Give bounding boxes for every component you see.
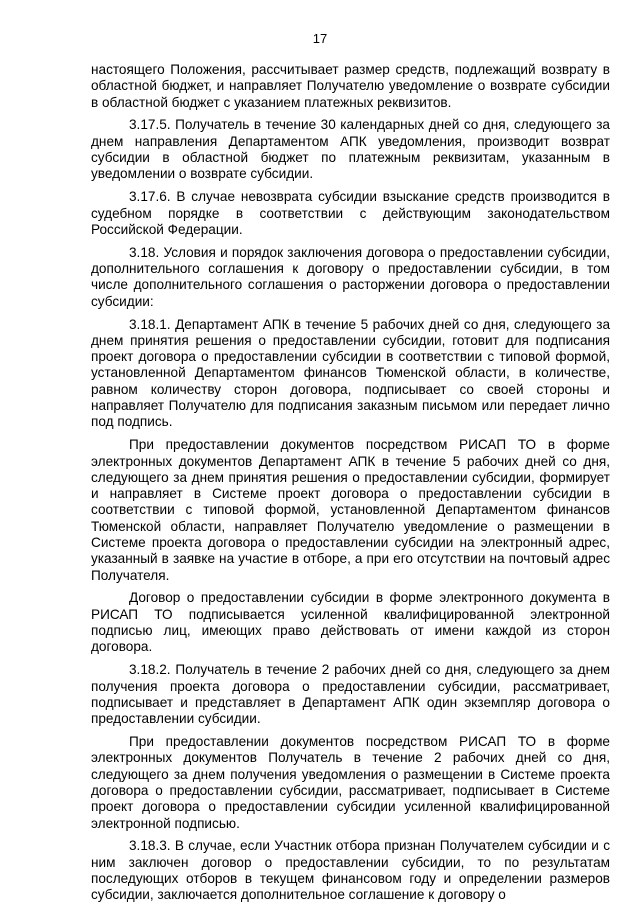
paragraph-risap-electronic-1: При предоставлении документов посредством РИСАП ТО в форме электронных документов Департамент АПК в течение 5 рабочих дней со дня, следующего за днем принятия решения о предоставлении субсидии, формирует и направляет в Системе проект договора о предоставлении субсидии в соответствии с типовой формой, установленной Департаментом финансов Тюменской области, направляет Получателю уведомление о размещении в Системе проекта договора о предоставлении субсидии на электронный адрес, указанный в заявке на участие в отборе, а при его отсутствии на почтовый адрес Получателя. (91, 437, 610, 583)
paragraph-electronic-signature: Договор о предоставлении субсидии в форме электронного документа в РИСАП ТО подписывается усиленной квалифицированной электронной подписью лиц, имеющих право действовать от имени каждой из сторон договора. (91, 590, 610, 655)
paragraph-3-17-5: 3.17.5. Получатель в течение 30 календарных дней со дня, следующего за днем направления Департаментом АПК уведомления, производит возврат субсидии в областной бюджет по платежным реквизитам, указанным в уведомлении о возврате субсидии. (91, 117, 610, 182)
paragraph-3-17-6: 3.17.6. В случае невозврата субсидии взыскание средств производится в судебном порядке в соответствии с действующим законодательством Российской Федерации. (91, 189, 610, 237)
page-number: 17 (312, 31, 328, 46)
paragraph-continuation: настоящего Положения, рассчитывает размер средств, подлежащий возврату в областной бюджет, и направляет Получателю уведомление о возврате субсидии в областной бюджет с указанием платежных реквизитов. (91, 62, 610, 110)
paragraph-3-18-3: 3.18.3. В случае, если Участник отбора признан Получателем субсидии и с ним заключен договор о предоставлении субсидии, то по результатам последующих отборов в текущем финансовом году и определении размеров субсидии, заключается дополнительное соглашение к договору о (91, 838, 610, 903)
document-body (91, 62, 610, 910)
paragraph-3-18-1: 3.18.1. Департамент АПК в течение 5 рабочих дней со дня, следующего за днем принятия решения о предоставлении субсидии, готовит для подписания проект договора о предоставлении субсидии в соответствии с типовой формой, установленной Департаментом финансов Тюменской области, в количестве, равном количеству сторон договора, подписывает со своей стороны и направляет Получателю для подписания заказным письмом или передает лично под подпись. (91, 316, 610, 430)
paragraph-3-18-2: 3.18.2. Получатель в течение 2 рабочих дней со дня, следующего за днем получения проекта договора о предоставлении субсидии, рассматривает, подписывает и представляет в Департамент АПК один экземпляр договора о предоставлении субсидии. (91, 662, 610, 727)
paragraph-3-18: 3.18. Условия и порядок заключения договора о предоставлении субсидии, дополнительного соглашения к договору о предоставлении субсидии, в том числе дополнительного соглашения о расторжении договора о предоставлении субсидии: (91, 244, 610, 309)
paragraph-risap-electronic-2: При предоставлении документов посредством РИСАП ТО в форме электронных документов Получатель в течение 2 рабочих дней со дня, следующего за днем получения уведомления о размещении в Системе проекта договора о предоставлении субсидии, рассматривает, подписывает в Системе проект договора о предоставлении субсидии усиленной квалифицированной электронной подписью. (91, 734, 610, 831)
